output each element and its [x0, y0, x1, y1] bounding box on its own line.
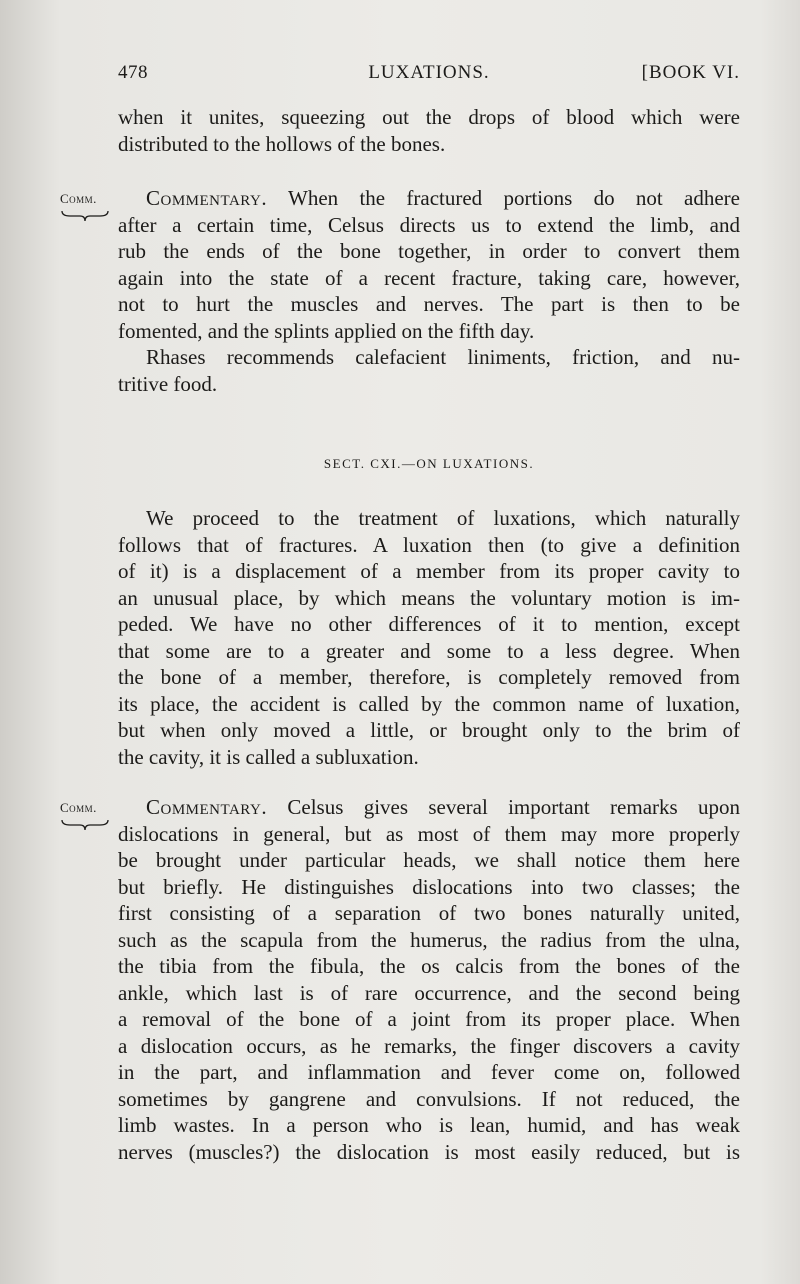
- continuation-paragraph: [118, 104, 740, 157]
- margin-note-commentary: [60, 191, 120, 223]
- text-line: such as the scapula from the humerus, the radius from the ulna,: [118, 927, 740, 952]
- text-line: [118, 794, 740, 821]
- book-reference: [BOOK VI.: [641, 62, 740, 83]
- text-line: not to hurt the muscles and nerves. The part is then to be: [118, 292, 740, 316]
- text-line: a dislocation occurs, as he remarks, the finger discovers a cavity: [118, 1033, 740, 1058]
- commentary-first-line: When the fractured portions do not adhere: [288, 186, 740, 210]
- text-line: [118, 185, 740, 212]
- text-line: of it) is a displacement of a member from its proper cavity to: [118, 559, 740, 583]
- brace-icon: [60, 209, 110, 223]
- margin-label: Comm.: [60, 800, 97, 815]
- text-line: ankle, which last is of rare occurrence, and the second being: [118, 980, 740, 1005]
- text-line: the bone of a member, therefore, is completely removed from: [118, 665, 740, 689]
- text-line: sometimes by gangrene and convulsions. If not reduced, the: [118, 1086, 740, 1111]
- text-line: in the part, and inflammation and fever come on, followed: [118, 1060, 740, 1084]
- text-line: be brought under particular heads, we shall notice them here: [118, 848, 740, 872]
- brace-icon: [60, 818, 110, 832]
- text-line: peded. We have no other differences of it to mention, except: [118, 612, 740, 636]
- text-line: again into the state of a recent fracture, taking care, however,: [118, 265, 740, 290]
- text-line: follows that of fractures. A luxation then (to give a definition: [118, 532, 740, 557]
- text-line: but when only moved a little, or brought only to the brim of: [118, 718, 740, 742]
- commentary-lead: Commentary.: [146, 186, 268, 210]
- text-line: a removal of the bone of a joint from its proper place. When: [118, 1007, 740, 1031]
- text-line: We proceed to the treatment of luxations, which naturally: [146, 506, 740, 530]
- text-line: first consisting of a separation of two bones naturally united,: [118, 901, 740, 925]
- text-line: the cavity, it is called a subluxation.: [118, 744, 419, 769]
- margin-note-commentary: [60, 800, 120, 832]
- text-line: limb wastes. In a person who is lean, humid, and has weak: [118, 1113, 740, 1137]
- section-heading: SECT. CXI.—ON LUXATIONS.: [323, 456, 535, 471]
- text-line: that some are to a greater and some to a less degree. When: [118, 638, 740, 663]
- text-line: distributed to the hollows of the bones.: [118, 131, 446, 156]
- running-head: [118, 62, 740, 92]
- commentary-lead: Commentary.: [146, 795, 268, 819]
- page-number: 478: [118, 62, 148, 83]
- section-paragraph: [118, 505, 740, 770]
- text-line: fomented, and the splints applied on the fifth day.: [118, 318, 535, 343]
- text-line: after a certain time, Celsus directs us to extend the limb, and: [118, 212, 740, 237]
- text-line: Rhases recommends calefacient liniments, friction, and nu-: [146, 345, 740, 369]
- running-title: LUXATIONS.: [368, 62, 490, 83]
- text-line: tritive food.: [118, 371, 218, 396]
- margin-label: Comm.: [60, 191, 97, 206]
- text-line: the tibia from the fibula, the os calcis from the bones of the: [118, 954, 740, 978]
- text-line: nerves (muscles?) the dislocation is most easily reduced, but is: [118, 1139, 740, 1164]
- commentary-1: [118, 185, 740, 397]
- commentary-2: [118, 794, 740, 1165]
- text-line: rub the ends of the bone together, in order to convert them: [118, 239, 740, 263]
- text-line: its place, the accident is called by the common name of luxation,: [118, 691, 740, 716]
- text-line: when it unites, squeezing out the drops of blood which were: [118, 105, 740, 129]
- commentary-first-line: Celsus gives several important remarks upon: [287, 795, 740, 819]
- text-line: an unusual place, by which means the voluntary motion is im-: [118, 585, 740, 610]
- text-line: but briefly. He distinguishes dislocations into two classes; the: [118, 874, 740, 899]
- text-line: dislocations in general, but as most of them may more properly: [118, 821, 740, 846]
